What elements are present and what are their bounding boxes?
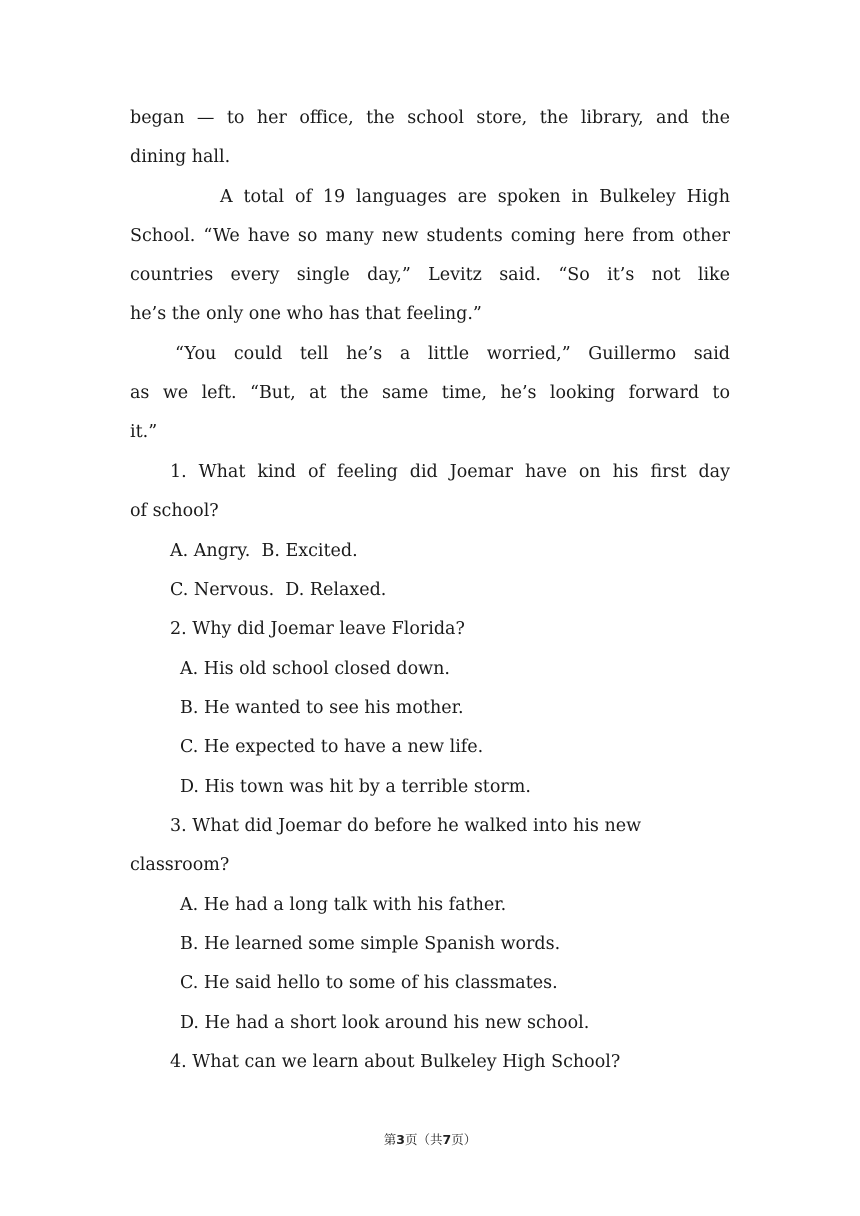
text-line: “You could tell he’s a little worried,” Guillermo said [175,344,730,364]
question-3-option-b: B. He learned some simple Spanish words. [180,934,561,954]
question-1-options-cd: C. Nervous. D. Relaxed. [170,580,387,600]
question-3-option-d: D. He had a short look around his new school. [180,1013,590,1033]
question-3-option-a: A. He had a long talk with his father. [180,895,507,915]
footer-suffix: 页） [451,1132,477,1147]
question-1: 1. What kind of feeling did Joemar have on his first day [170,462,730,482]
footer-total-pages: 7 [442,1132,452,1147]
question-1-options-ab: A. Angry. B. Excited. [170,541,358,561]
page-footer [0,1130,860,1148]
question-3: 3. What did Joemar do before he walked into his new [170,816,642,836]
text-line: School. “We have so many new students coming here from other [130,226,730,246]
text-line: it.” [130,422,158,442]
text-line: began — to her office, the school store, the library, and the [130,108,730,128]
text-line: as we left. “But, at the same time, he’s looking forward to [130,383,730,403]
footer-middle: 页（共 [404,1132,443,1147]
question-2: 2. Why did Joemar leave Florida? [170,619,465,639]
question-2-option-a: A. His old school closed down. [180,659,450,679]
question-2-option-d: D. His town was hit by a terrible storm. [180,777,531,797]
question-3-option-c: C. He said hello to some of his classmates. [180,973,558,993]
question-2-option-b: B. He wanted to see his mother. [180,698,464,718]
footer-page-number: 3 [396,1132,405,1147]
question-2-option-c: C. He expected to have a new life. [180,737,484,757]
text-line: dining hall. [130,147,231,167]
question-3-cont: classroom? [130,855,230,875]
text-line: countries every single day,” Levitz said. “So it’s not like [130,265,730,285]
text-line: he’s the only one who has that feeling.” [130,304,482,324]
question-4: 4. What can we learn about Bulkeley High School? [170,1052,621,1072]
footer-prefix: 第 [383,1132,397,1147]
text-line: A total of 19 languages are spoken in Bulkeley High [220,187,730,207]
question-1-cont: of school? [130,501,219,521]
